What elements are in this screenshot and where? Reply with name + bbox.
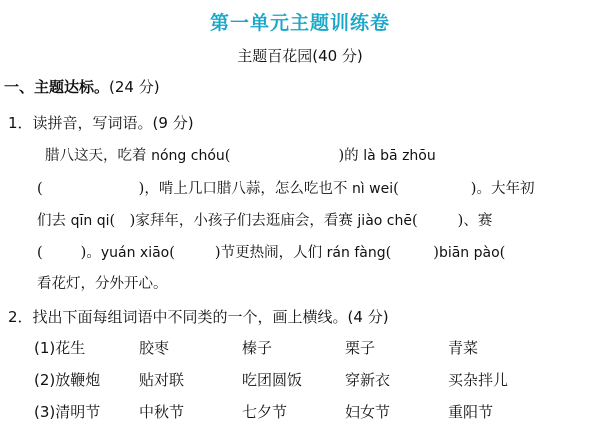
- pinyin-prompt: yuán xiāo: [100, 245, 170, 261]
- section-heading: [4, 76, 160, 97]
- passage-line-2: [37, 177, 534, 198]
- page-title: 第一单元主题训练卷: [209, 12, 390, 34]
- pinyin-prompt: jiào chē: [357, 213, 412, 229]
- page-subtitle: 主题百花园(40 分): [237, 47, 363, 65]
- passage-text: )，啃上几口腊八蒜，怎么吃也不: [138, 181, 352, 197]
- passage-text: )。大年初: [470, 181, 535, 197]
- word-group-item[interactable]: 七夕节: [242, 403, 288, 421]
- word-group-item[interactable]: (1)花生: [34, 339, 86, 357]
- passage-text: (: [385, 245, 392, 261]
- pinyin-prompt: nì wei: [351, 181, 394, 197]
- passage-line-3: [37, 209, 492, 230]
- passage-text: (: [499, 245, 506, 261]
- passage-text: )的: [338, 148, 364, 164]
- word-group-item[interactable]: 榛子: [242, 339, 273, 357]
- pinyin-prompt: nóng chóu: [151, 148, 225, 164]
- section-label: 一、主题达标。: [4, 78, 110, 96]
- passage-text: )节更热闹，人们: [214, 245, 327, 261]
- passage-text: 们去: [37, 213, 71, 229]
- passage-text: ( )家拜年，小孩子们去逛庙会，看赛: [109, 213, 358, 229]
- passage-text: (: [37, 245, 43, 261]
- word-group-row: [0, 369, 600, 393]
- word-group-item[interactable]: 妇女节: [345, 403, 391, 421]
- passage-text: (: [224, 148, 231, 164]
- passage-line-4: [37, 241, 505, 262]
- pinyin-prompt: biān pào: [438, 245, 500, 261]
- word-group-item[interactable]: 栗子: [345, 339, 376, 357]
- passage-text: (: [411, 213, 418, 229]
- word-group-item[interactable]: 胶枣: [139, 339, 170, 357]
- word-group-item[interactable]: 中秋节: [139, 403, 185, 421]
- section-score: (24 分): [109, 78, 160, 96]
- passage-text: 腊八这天，吃着: [45, 148, 152, 164]
- passage-text: (: [37, 181, 43, 197]
- passage-text: (: [169, 245, 175, 261]
- word-group-item[interactable]: 青菜: [448, 339, 479, 357]
- word-group-item[interactable]: (2)放鞭炮: [34, 371, 101, 389]
- word-group-item[interactable]: 买杂拌儿: [448, 371, 509, 389]
- passage-text: ): [433, 245, 439, 261]
- question-2-heading: 2．找出下面每组词语中不同类的一个，画上横线。(4 分): [8, 308, 389, 326]
- passage-line-1: [45, 144, 436, 165]
- pinyin-prompt: là bā zhōu: [363, 148, 436, 164]
- passage-text: )、赛: [457, 213, 493, 229]
- question-1-heading: 1．读拼音，写词语。(9 分): [8, 114, 194, 132]
- word-group-item[interactable]: 穿新衣: [345, 371, 391, 389]
- passage-text: )。: [80, 245, 101, 261]
- passage-text: (: [393, 181, 399, 197]
- word-group-row: [0, 401, 600, 425]
- pinyin-prompt: qīn qi: [70, 213, 110, 229]
- pinyin-prompt: rán fàng: [326, 245, 386, 261]
- word-group-item[interactable]: 贴对联: [139, 371, 185, 389]
- word-group-item[interactable]: (3)清明节: [34, 403, 101, 421]
- word-group-item[interactable]: 吃团圆饭: [242, 371, 303, 389]
- passage-line-5: 看花灯，分外开心。: [37, 276, 168, 292]
- word-group-item[interactable]: 重阳节: [448, 403, 494, 421]
- word-group-row: [0, 337, 600, 361]
